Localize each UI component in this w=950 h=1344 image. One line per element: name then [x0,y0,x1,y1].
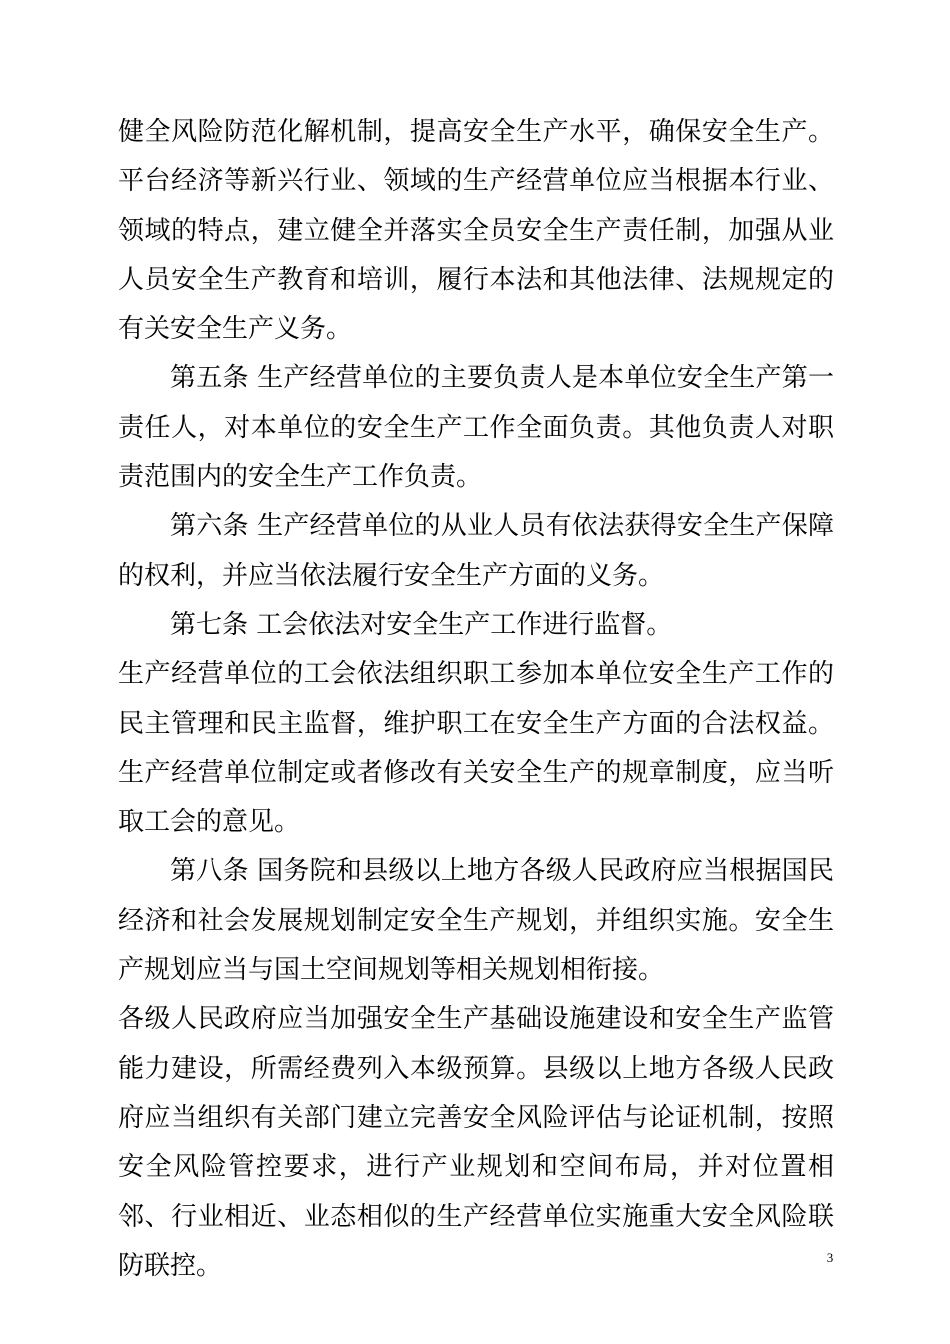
page-number: 3 [826,1250,834,1265]
paragraph-article-8-government: 各级人民政府应当加强安全生产基础设施建设和安全生产监管能力建设，所需经费列入本级预算。县级以上地方各级人民政府应当组织有关部门建立完善安全风险评估与论证机制，按照安全风险管控要求，进行产业规划和空间布局，并对位置相邻、行业相近、业态相似的生产经营单位实施重大安全风险联防联控。 [118,1004,834,1281]
paragraph-article-7: 第七条 工会依法对安全生产工作进行监督。 [170,609,673,640]
paragraph-article-5: 第五条 生产经营单位的主要负责人是本单位安全生产第一责任人，对本单位的安全生产工作全面负责。其他负责人对职责范围内的安全生产工作负责。 [118,363,834,493]
paragraph-article-6: 第六条 生产经营单位的从业人员有依法获得安全生产保障的权利，并应当依法履行安全生产方面的义务。 [118,511,834,591]
paragraph-article-8: 第八条 国务院和县级以上地方各级人民政府应当根据国民经济和社会发展规划制定安全生产规划，并组织实施。安全生产规划应当与国土空间规划等相关规划相衔接。 [118,856,834,986]
paragraph-continuation: 健全风险防范化解机制，提高安全生产水平，确保安全生产。平台经济等新兴行业、领域的生产经营单位应当根据本行业、领域的特点，建立健全并落实全员安全生产责任制，加强从业人员安全生产教育和培训，履行本法和其他法律、法规规定的有关安全生产义务。 [118,117,834,345]
paragraph-article-7-union: 生产经营单位的工会依法组织职工参加本单位安全生产工作的民主管理和民主监督，维护职工在安全生产方面的合法权益。生产经营单位制定或者修改有关安全生产的规章制度，应当听取工会的意见。 [118,659,834,838]
document-page [118,108,834,1291]
